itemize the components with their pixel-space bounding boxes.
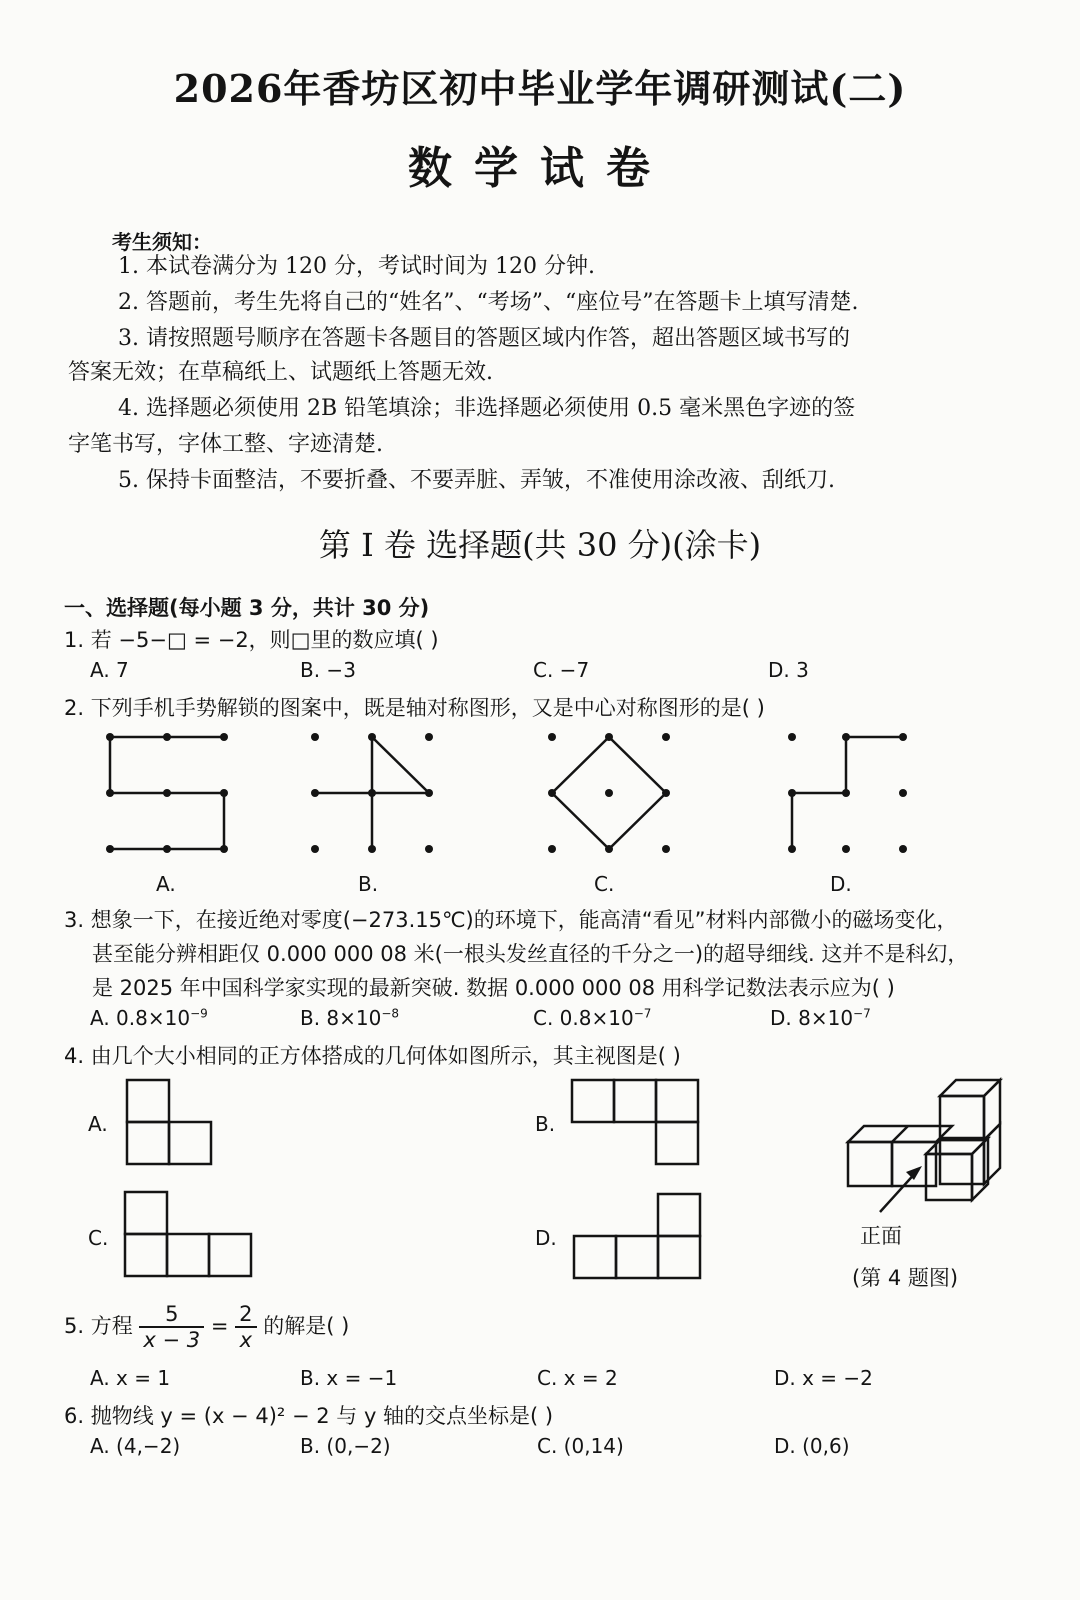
q5-option-a: A. x = 1 [90, 1366, 171, 1390]
q4-label-d: D. [535, 1226, 557, 1250]
q6-option-a: A. (4,−2) [90, 1434, 181, 1458]
part-heading: 一、选择题(每小题 3 分，共计 30 分) [64, 596, 430, 620]
q6-option-c: C. (0,14) [537, 1434, 624, 1458]
q5-prefix: 5. 方程 [64, 1314, 133, 1338]
q2-label-d: D. [830, 872, 852, 896]
section-title: 第 I 卷 选择题(共 30 分)(涂卡) [318, 526, 762, 564]
q5-equals: = [210, 1314, 229, 1338]
q4-label-a: A. [88, 1112, 108, 1136]
q4-figure-c [125, 1192, 251, 1276]
q4-figure-d [574, 1194, 700, 1278]
notice-line-2: 2. 答题前，考生先将自己的“姓名”、“考场”、“座位号”在答题卡上填写清楚. [118, 290, 859, 315]
q3-line-1: 3. 想象一下，在接近绝对零度(−273.15℃)的环境下，能高清“看见”材料内部微小的磁场变化， [64, 908, 958, 932]
q1-option-a: A. 7 [90, 658, 129, 682]
q1-option-d: D. 3 [768, 658, 809, 682]
q4-figure-caption: (第 4 题图) [852, 1266, 959, 1290]
q4-label-b: B. [535, 1112, 556, 1136]
q3-option-b: B. $8\times 10^{-8}$ [300, 1006, 400, 1030]
q4-solid-figure [848, 1080, 1000, 1212]
q2-label-c: C. [594, 872, 615, 896]
notice-line-4b: 字笔书写，字体工整、字迹清楚. [68, 432, 383, 457]
q2-figure-d [788, 733, 907, 853]
q2-label-a: A. [156, 872, 176, 896]
q5-suffix: 的解是( ) [263, 1314, 350, 1338]
q2-figure-a [106, 733, 228, 853]
notice-line-3: 3. 请按照题号顺序在答题卡各题目的答题区域内作答，超出答题区域书写的 [118, 326, 850, 351]
q3-line-3: 是 2025 年中国科学家实现的最新突破. 数据 0.000 000 08 用科学记数法表示应为( ) [92, 976, 895, 1000]
q6-option-b: B. (0,−2) [300, 1434, 391, 1458]
q5-fraction-2 [235, 1302, 256, 1352]
q2-label-b: B. [358, 872, 379, 896]
q1-option-b: B. −3 [300, 658, 356, 682]
q5-fraction-1 [139, 1302, 204, 1352]
notice-heading: 考生须知： [112, 230, 212, 254]
q5-frac1-den: x − 3 [143, 1328, 201, 1352]
q4-label-c: C. [88, 1226, 109, 1250]
q4-front-label: 正面 [860, 1224, 902, 1248]
exam-title: 2026年香坊区初中毕业学年调研测试(二) [173, 66, 907, 111]
q3-line-2: 甚至能分辨相距仅 0.000 000 08 米(一根头发丝直径的千分之一)的超导细线. 这并不是科幻， [92, 942, 969, 966]
q3-option-a: A. $0.8\times 10^{-9}$ [90, 1006, 208, 1030]
q5-option-c: C. x = 2 [537, 1366, 618, 1390]
notice-line-1: 1. 本试卷满分为 120 分，考试时间为 120 分钟. [118, 254, 595, 279]
q3-option-c: C. $0.8\times 10^{-7}$ [533, 1006, 652, 1030]
q5-stem [64, 1302, 349, 1352]
notice-line-5: 5. 保持卡面整洁，不要折叠、不要弄脏、弄皱，不准使用涂改液、刮纸刀. [118, 468, 835, 493]
q3-option-d: D. $8\times 10^{-7}$ [770, 1006, 871, 1030]
q5-frac2-num: 2 [235, 1302, 256, 1328]
q1-option-c: C. −7 [533, 658, 590, 682]
notice-line-4: 4. 选择题必须使用 2B 铅笔填涂；非选择题必须使用 0.5 毫米黑色字迹的签 [118, 396, 856, 421]
q1-stem: 1. 若 −5−□ = −2，则□里的数应填( ) [64, 628, 439, 652]
q2-stem: 2. 下列手机手势解锁的图案中，既是轴对称图形，又是中心对称图形的是( ) [64, 696, 765, 720]
q4-figure-b [572, 1080, 698, 1164]
q5-option-d: D. x = −2 [774, 1366, 873, 1390]
q6-stem: 6. 抛物线 y = (x − 4)² − 2 与 y 轴的交点坐标是( ) [64, 1404, 554, 1428]
q6-option-d: D. (0,6) [774, 1434, 850, 1458]
q4-figure-a [127, 1080, 211, 1164]
notice-line-3b: 答案无效；在草稿纸上、试题纸上答题无效. [68, 360, 493, 385]
q4-stem: 4. 由几个大小相同的正方体搭成的几何体如图所示，其主视图是( ) [64, 1044, 681, 1068]
q2-figure-c [548, 733, 670, 853]
q5-frac1-num: 5 [139, 1302, 204, 1328]
q5-frac2-den: x [239, 1328, 253, 1352]
q5-option-b: B. x = −1 [300, 1366, 398, 1390]
q2-figure-b [311, 733, 433, 853]
exam-subtitle: 数学试卷 [408, 143, 672, 194]
